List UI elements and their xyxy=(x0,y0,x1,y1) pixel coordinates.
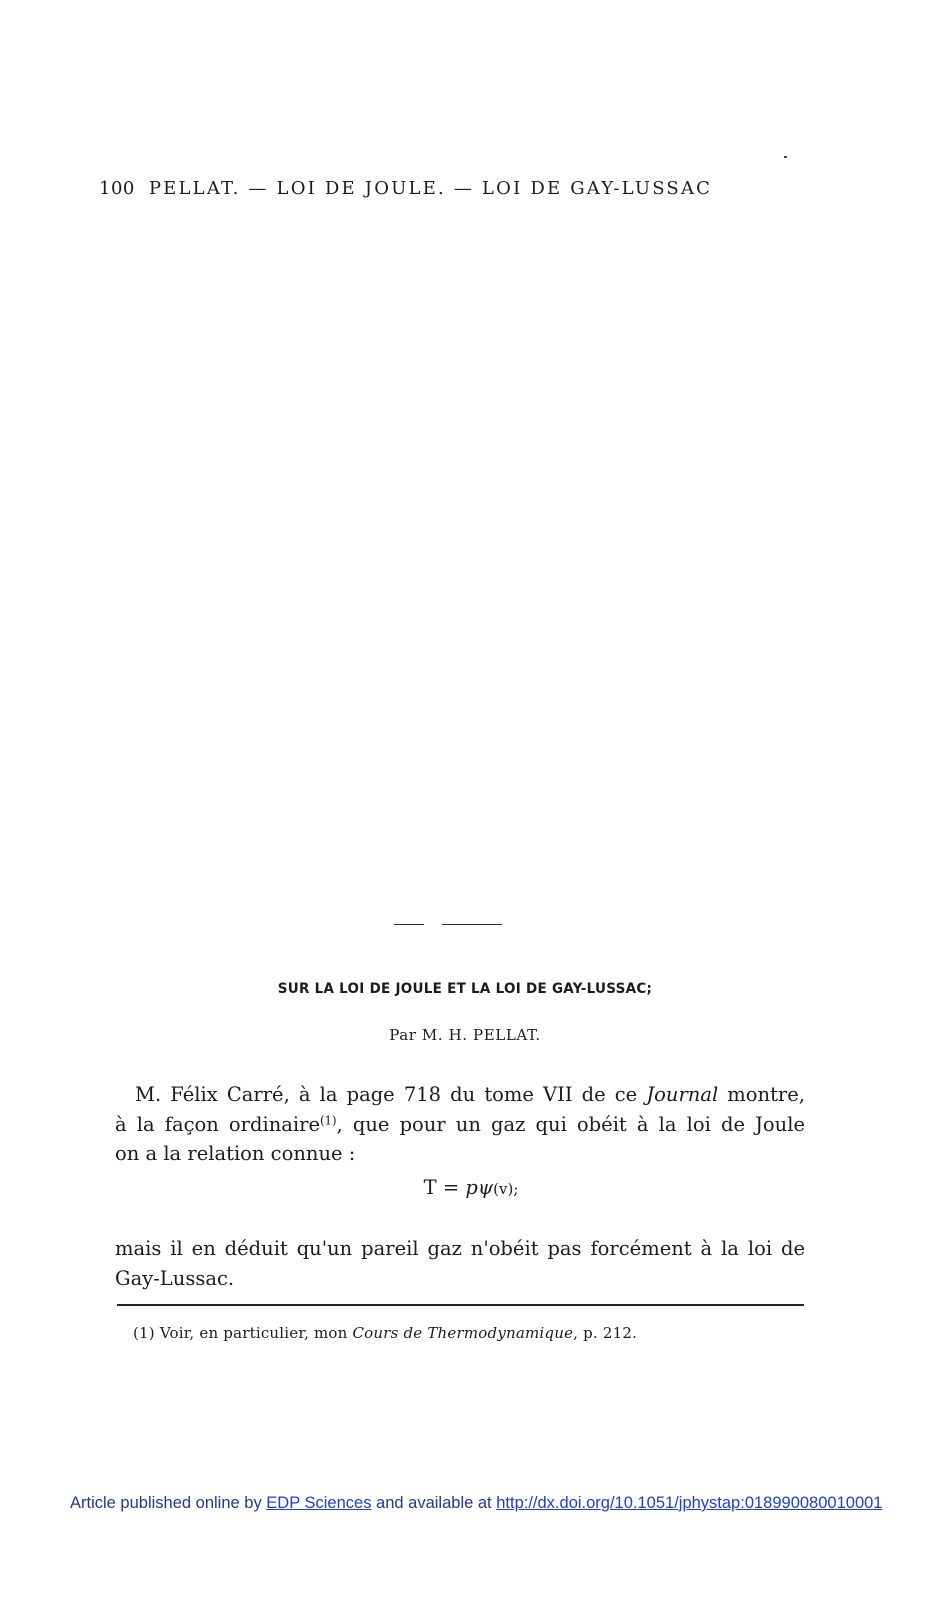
section-separator xyxy=(394,924,424,925)
footnote-rule xyxy=(117,1304,804,1306)
footnote: (1) Voir, en particulier, mon Cours de Thermodynamique, p. 212. xyxy=(133,1324,638,1342)
text-line: on a la relation connue : xyxy=(115,1142,356,1165)
publisher-link[interactable]: EDP Sciences xyxy=(266,1494,372,1512)
running-head xyxy=(99,178,712,199)
scan-speck xyxy=(784,156,787,158)
footnote-marker: (1) xyxy=(133,1324,155,1342)
article-byline: Par M. H. PELLAT. xyxy=(389,1026,541,1044)
journal-title: Journal xyxy=(646,1083,719,1106)
section-separator xyxy=(442,924,502,925)
doi-link[interactable]: http://dx.doi.org/10.1051/jphystap:018990080010001 xyxy=(496,1494,883,1512)
text-line: M. Félix Carré, à la page 718 du tome VII de ce Journal montre, xyxy=(135,1083,805,1106)
formula: T = pψ(v); xyxy=(423,1176,519,1199)
text-line: Gay-Lussac. xyxy=(115,1266,235,1290)
article-title: SUR LA LOI DE JOULE ET LA LOI DE GAY-LUSSAC; xyxy=(277,981,653,997)
text-line: à la façon ordinaire$^{(1)}$, que pour un gaz qui obéit à la loi de Joule xyxy=(115,1112,805,1136)
paragraph xyxy=(115,1234,805,1293)
paragraph xyxy=(115,1080,805,1169)
running-head-text: PELLAT. — LOI DE JOULE. — LOI DE GAY-LUSSAC xyxy=(148,178,713,199)
text-line: mais il en déduit qu'un pareil gaz n'obéit pas forcément à la loi de xyxy=(115,1237,805,1260)
footnote-ref: (1) xyxy=(319,1113,337,1128)
book-title: Cours de Thermodynamique xyxy=(352,1324,574,1342)
publication-footer: Article published online by EDP Sciences and available at http://dx.doi.org/10.1051/jphystap:018990080010001 xyxy=(70,1494,883,1512)
page-number: 100 xyxy=(99,178,135,199)
